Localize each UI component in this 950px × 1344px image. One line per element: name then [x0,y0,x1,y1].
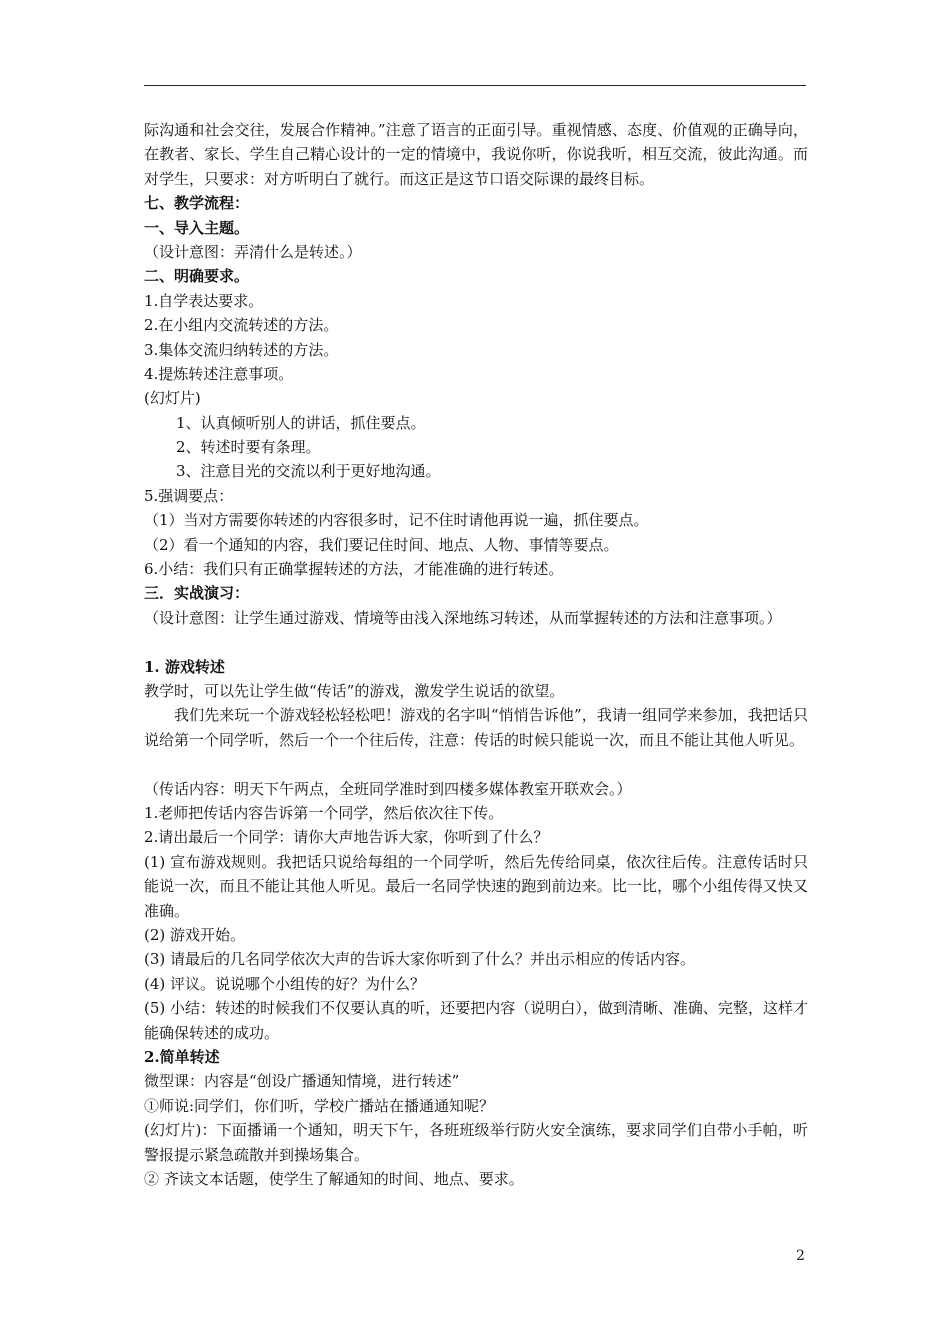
heading-clarify-requirements: 二、明确要求。 [144,267,250,286]
list-item: 3.集体交流归纳转述的方法。 [144,340,339,359]
slide-label: (幻灯片) [144,389,201,408]
section-heading-teaching-process: 七、教学流程： [144,194,250,213]
list-item: 4.提炼转述注意事项。 [144,364,294,383]
heading-practice: 三．实战演习： [144,584,250,603]
slide-point: 3、注意目光的交流以利于更好地沟通。 [176,462,441,481]
text-paragraph: 教学时，可以先让学生做“传话”的游戏，激发学生说话的欲望。 [144,682,565,701]
list-item: （2）看一个通知的内容，我们要记住时间、地点、人物、事情等要点。 [144,535,619,554]
list-item: 1.老师把传话内容告诉第一个同学，然后依次往下传。 [144,803,504,822]
list-item: (3) 请最后的几名同学依次大声的告诉大家你听到了什么？并出示相应的传话内容。 [144,950,696,969]
intro-paragraph: 际沟通和社会交往，发展合作精神。”注意了语言的正面引导。重视情感、态度、价值观的正确导向，在教者、家长、学生自己精心设计的一定的情境中，我说你听，你说我听，相互交流，彼此沟通。而对学生，只要求：对方听明白了就行。而这正是这节口语交际课的最终目标。 [144,121,808,188]
list-item: (2) 游戏开始。 [144,925,246,944]
list-item: 5.强调要点： [144,486,234,505]
list-item: (4) 评议。说说哪个小组传的好？为什么？ [144,974,426,993]
list-item: （1）当对方需要你转述的内容很多时，记不住时请他再说一遍，抓住要点。 [144,511,649,530]
design-intent-note: （设计意图：弄清什么是转述。） [144,242,362,261]
page-number: 2 [796,1248,805,1264]
list-item: 2.请出最后一个同学：请你大声地告诉大家，你听到了什么？ [144,828,549,847]
document-body [144,118,808,1191]
list-item: ② 齐读文本话题，使学生了解通知的时间、地点、要求。 [144,1169,524,1188]
list-item: 1.自学表达要求。 [144,291,264,310]
header-rule [144,85,806,86]
slide-notice: (幻灯片)：下面播诵一个通知，明天下午，各班班级举行防火安全演练，要求同学们自带小手帕，听警报提示紧急疏散并到操场集合。 [144,1121,808,1164]
list-item: (5) 小结：转述的时候我们不仅要认真的听，还要把内容（说明白），做到清晰、准确、完整，这样才能确保转述的成功。 [144,999,808,1042]
list-item: (1) 宣布游戏规则。我把话只说给每组的一个同学听，然后先传给同桌，依次往后传。注意传话时只能说一次，而且不能让其他人听见。最后一名同学快速的跑到前边来。比一比，哪个小组传得又快又准确。 [144,852,808,920]
design-intent-note: （设计意图：让学生通过游戏、情境等由浅入深地练习转述，从而掌握转述的方法和注意事项。） [144,608,782,627]
list-item: 2.在小组内交流转述的方法。 [144,316,339,335]
slide-point: 1、认真倾听别人的讲话，抓住要点。 [176,413,426,432]
heading-simple-relay: 2.简单转述 [144,1047,220,1066]
list-item: ①师说:同学们，你们听，学校广播站在播通通知呢？ [144,1096,495,1115]
heading-introduce-topic: 一、导入主题。 [144,218,250,237]
relay-content-note: （传话内容：明天下午两点，全班同学准时到四楼多媒体教室开联欢会。） [144,779,632,798]
heading-game-relay: 1. 游戏转述 [144,657,225,676]
text-paragraph: 我们先来玩一个游戏轻松轻松吧！游戏的名字叫“悄悄告诉他”，我请一组同学来参加，我把话只说给第一个同学听，然后一个一个往后传，注意：传话的时候只能说一次，而且不能让其他人听见。 [144,706,808,749]
list-item: 6.小结：我们只有正确掌握转述的方法，才能准确的进行转述。 [144,560,564,579]
slide-point: 2、转述时要有条理。 [176,438,321,457]
text-paragraph: 微型课：内容是“创设广播通知情境，进行转述” [144,1072,460,1091]
